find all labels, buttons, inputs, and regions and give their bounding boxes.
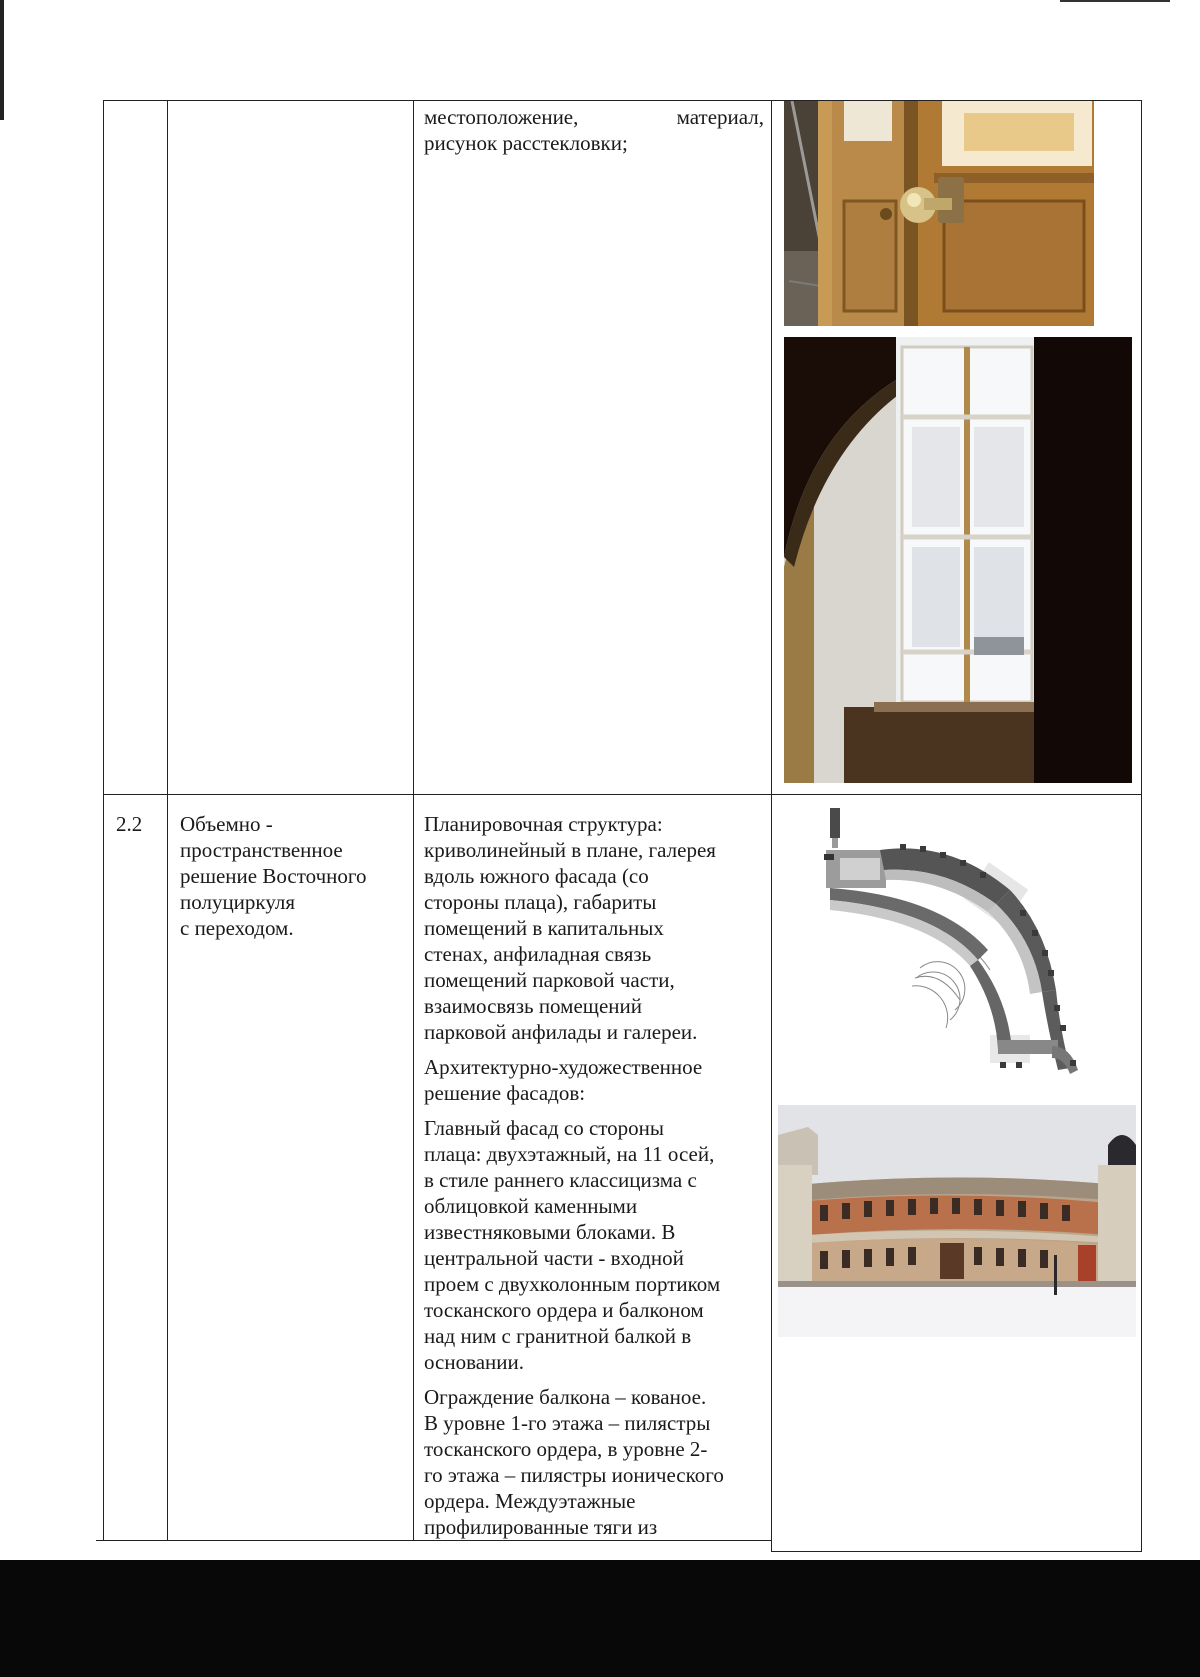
row-description xyxy=(424,811,766,1549)
text-line: основании. xyxy=(424,1350,525,1374)
text-line: вдоль южного фасада (со xyxy=(424,864,649,888)
paragraph xyxy=(424,1115,766,1375)
table-border xyxy=(413,100,414,1540)
arched-window-photo xyxy=(784,337,1132,783)
title-line: Объемно - xyxy=(180,812,273,836)
text-line: криволинейный в плане, галерея xyxy=(424,838,716,862)
floor-plan-drawing xyxy=(820,800,1082,1082)
title-line: полуциркуля xyxy=(180,890,296,914)
text-line: стороны плаца), габариты xyxy=(424,890,657,914)
text-line: центральной части - входной xyxy=(424,1246,684,1270)
table-border xyxy=(103,100,104,1540)
text-line: В уровне 1-го этажа – пилястры xyxy=(424,1411,711,1435)
text-line: парковой анфилады и галереи. xyxy=(424,1020,698,1044)
text-line: помещений парковой части, xyxy=(424,968,675,992)
text-line: решение фасадов: xyxy=(424,1081,586,1105)
text-line: помещений в капитальных xyxy=(424,916,664,940)
door-with-knob-photo xyxy=(784,101,1094,326)
text-line: взаимосвязь помещений xyxy=(424,994,642,1018)
table-border xyxy=(1141,100,1142,1552)
text-line: Планировочная структура: xyxy=(424,812,663,836)
paragraph xyxy=(424,811,766,1045)
text-line: над ним с гранитной балкой в xyxy=(424,1324,692,1348)
text-line: Архитектурно-художественное xyxy=(424,1055,703,1079)
text-line: тосканского ордера и балконом xyxy=(424,1298,704,1322)
description-text: рисунок расстекловки; xyxy=(424,131,628,155)
text-line: проем с двухколонным портиком xyxy=(424,1272,721,1296)
title-line: с переходом. xyxy=(180,916,294,940)
paragraph xyxy=(424,1054,766,1106)
title-line: пространственное xyxy=(180,838,343,862)
text-line: плаца: двухэтажный, на 11 осей, xyxy=(424,1142,715,1166)
table-border xyxy=(103,794,1142,795)
text-line: профилированные тяги из xyxy=(424,1515,658,1539)
text-line: стенах, анфиладная связь xyxy=(424,942,652,966)
text-line: Ограждение балкона – кованое. xyxy=(424,1385,707,1409)
table-border xyxy=(167,100,168,1540)
scan-bottom-band xyxy=(0,1560,1200,1677)
description-text: местоположение, xyxy=(424,105,579,129)
paragraph xyxy=(424,1384,766,1540)
row-title xyxy=(180,811,408,941)
text-line: тосканского ордера, в уровне 2- xyxy=(424,1437,708,1461)
table-border xyxy=(771,1551,1142,1552)
title-line: решение Восточного xyxy=(180,864,367,888)
text-line: облицовкой каменными xyxy=(424,1194,638,1218)
row-description xyxy=(424,104,764,156)
palace-facade-photo xyxy=(778,1105,1136,1337)
text-line: го этажа – пилястры ионического xyxy=(424,1463,724,1487)
text-line: ордера. Междуэтажные xyxy=(424,1489,636,1513)
text-line: Главный фасад со стороны xyxy=(424,1116,665,1140)
text-line: известняковыми блоками. В xyxy=(424,1220,676,1244)
row-number: 2.2 xyxy=(116,812,143,836)
table-border xyxy=(771,100,772,1552)
text-line: в стиле раннего классицизма с xyxy=(424,1168,697,1192)
description-text: материал, xyxy=(676,105,764,129)
